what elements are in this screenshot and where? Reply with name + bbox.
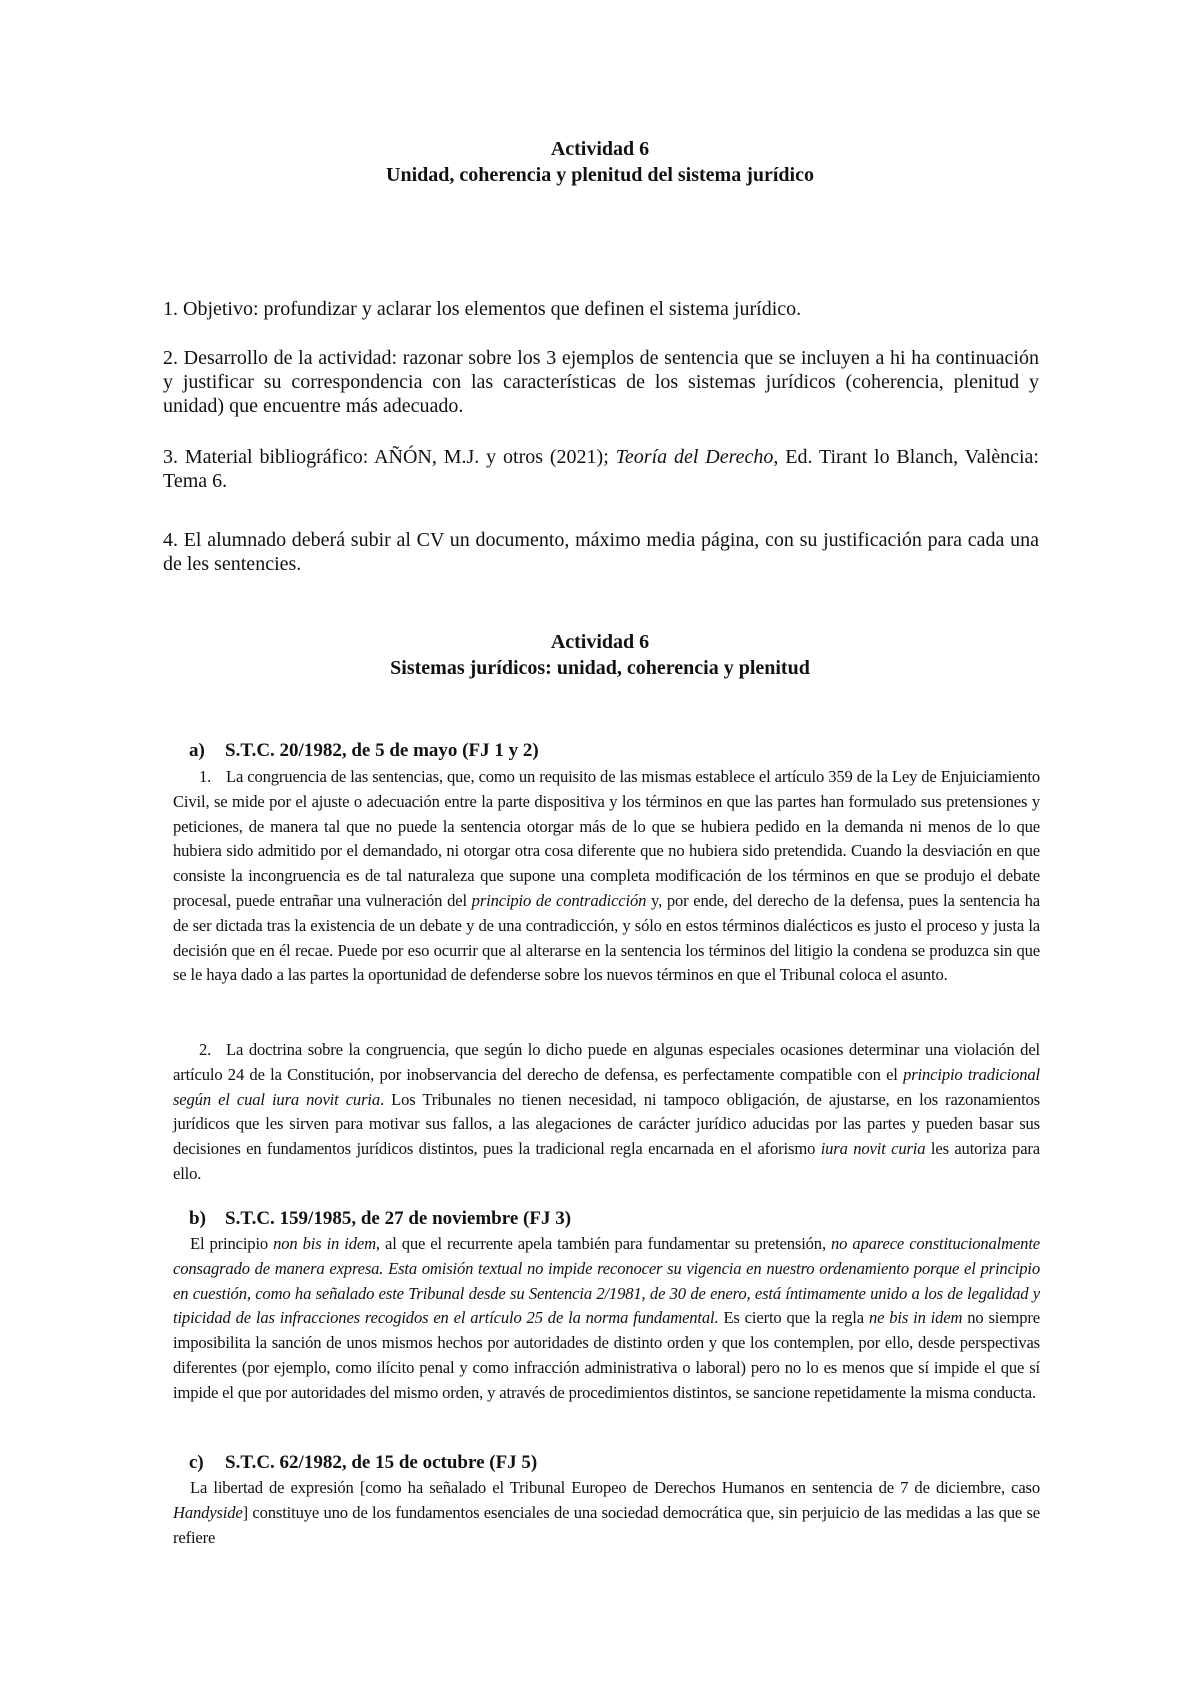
- section-a-title: S.T.C. 20/1982, de 5 de mayo (FJ 1 y 2): [225, 740, 539, 761]
- activity-title: Actividad 6: [550, 138, 650, 160]
- aforism-iura-novit-curia: iura novit curia: [820, 1139, 926, 1159]
- section-b-paragraph: El principio non bis in idem, al que el recurrente apela también para fundamentar su pretensión, no aparece constitucionalmente consagrado de manera expresa. Esta omisión textual no impide reconocer su vigencia en nuestro ordenamiento porque el principio en cuestión, como ha señalado este Tribunal desde su Sentencia 2/1981, de 30 de enero, está íntimamente unido a los de legalidad y tipicidad de las infracciones recogidos en el artículo 25 de la norma fundamental. Es cierto que la regla ne bis in idem no siempre imposibilita la sanción de unos mismos hechos por autoridades de distinto orden y que los contemplen, por ello, desde perspectivas diferentes (por ejemplo, como ilícito penal y como infracción administrativa o laboral) pero no lo es menos que sí impide el que sí impide el que por autoridades del mismo orden, y através de procedimientos distintos, se sancione repetidamente la misma conducta.: [173, 1234, 1040, 1402]
- instruction-development: 2. Desarrollo de la actividad: razonar sobre los 3 ejemplos de sentencia que se incluyen a hi ha continuación y justificar su correspondencia con las características de los sistemas jurídicos (coherencia, plenitud y unidad) que encuentre más adecuado.: [163, 347, 1039, 417]
- activity-header: [0, 136, 1200, 188]
- section-a-letter: a): [189, 740, 205, 761]
- bibliography-text-pre: 3. Material bibliográfico: AÑÓN, M.J. y otros (2021);: [163, 446, 616, 468]
- bibliography-book-title: Teoría del Derecho: [615, 446, 774, 468]
- instruction-objective: 1. Objetivo: profundizar y aclarar los elementos que definen el sistema jurídico.: [163, 298, 802, 320]
- section-c-letter: c): [189, 1452, 204, 1473]
- paragraph-2-number: 2.: [199, 1040, 212, 1059]
- section-a-heading: [189, 739, 539, 763]
- section-a-paragraph-1: 1. La congruencia de las sentencias, que, como un requisito de las mismas establece el artículo 359 de la Ley de Enjuiciamiento Civil, se mide por el ajuste o adecuación entre la parte dispositiva y los términos en que las partes han formulado sus pretensiones y peticiones, de manera tal que no puede la sentencia otorgar más de lo que se hubiera pedido en la demanda ni menos de lo que hubiera sido admitido por el demandado, ni otorgar otra cosa diferente que no hubiera sido pretendida. Cuando la desviación en que consiste la incongruencia es de tal naturaleza que supone una completa modificación de los términos en que se produjo el debate procesal, puede entrañar una vulneración del principio de contradicción y, por ende, del derecho de la defensa, pues la sentencia ha de ser dictada tras la existencia de un debate y de una contradicción, y sólo en estos términos dialécticos es justo el proceso y justa la decisión que en él recae. Puede por eso ocurrir que al alterarse en la sentencia los términos del litigio la condena se produzca sin que se le haya dado a las partes la oportunidad de defenderse sobre los nuevos términos en que el Tribunal coloca el asunto.: [173, 767, 1040, 985]
- second-title: Actividad 6: [550, 631, 650, 653]
- second-subtitle: Sistemas jurídicos: unidad, coherencia y plenitud: [390, 657, 810, 679]
- bibliography-text-post: , Ed. Tirant lo Blanch, València: Tema 6.: [163, 446, 1039, 492]
- principle-iura-novit-curia: principio tradicional según el cual iura novit curia: [173, 1064, 1040, 1109]
- activity-subtitle: Unidad, coherencia y plenitud del sistema jurídico: [386, 164, 814, 186]
- paragraph-1-number: 1.: [199, 767, 212, 786]
- section-b-heading: [189, 1207, 571, 1231]
- section-c-paragraph: La libertad de expresión [como ha señalado el Tribunal Europeo de Derechos Humanos en sentencia de 7 de diciembre, caso Handyside] constituye uno de los fundamentos esenciales de una sociedad democrática que, sin perjuicio de las medidas a las que se refiere: [173, 1478, 1040, 1547]
- section-b-quoted-doctrine: no aparece constitucionalmente consagrado de manera expresa. Esta omisión textual no impide reconocer su vigencia en nuestro ordenamiento porque el principio en cuestión, como ha señalado este Tribunal desde su Sentencia 2/1981, de 30 de enero, está íntimamente unido a los de legalidad y tipicidad de las infracciones recogidos en el artículo 25 de la norma fundamental.: [173, 1234, 1040, 1328]
- section-c-title: S.T.C. 62/1982, de 15 de octubre (FJ 5): [225, 1452, 538, 1473]
- section-b-title: S.T.C. 159/1985, de 27 de noviembre (FJ 3): [225, 1208, 572, 1229]
- instruction-submission: 4. El alumnado deberá subir al CV un documento, máximo media página, con su justificación para cada una de les sentencies.: [163, 529, 1039, 575]
- instruction-bibliography: [163, 445, 1039, 493]
- section-a-paragraph-2: 2. La doctrina sobre la congruencia, que según lo dicho puede en algunas especiales ocasiones determinar una violación del artículo 24 de la Constitución, por inobservancia del derecho de defensa, es perfectamente compatible con el principio tradicional según el cual iura novit curia. Los Tribunales no tienen necesidad, ni tampoco obligación, de ajustarse, en los razonamientos jurídicos que les sirven para motivar sus fallos, a las alegaciones de carácter jurídico aducidas por las partes y pueden basar sus decisiones en fundamentos jurídicos distintos, pues la tradicional regla encarnada en el aforismo iura novit curia les autoriza para ello.: [173, 1040, 1041, 1183]
- section-c-heading: [189, 1451, 537, 1475]
- principle-contradiction: principio de contradicción: [471, 890, 647, 910]
- case-handyside: Handyside: [173, 1502, 243, 1522]
- section-b-letter: b): [189, 1208, 206, 1229]
- second-header: [0, 629, 1200, 681]
